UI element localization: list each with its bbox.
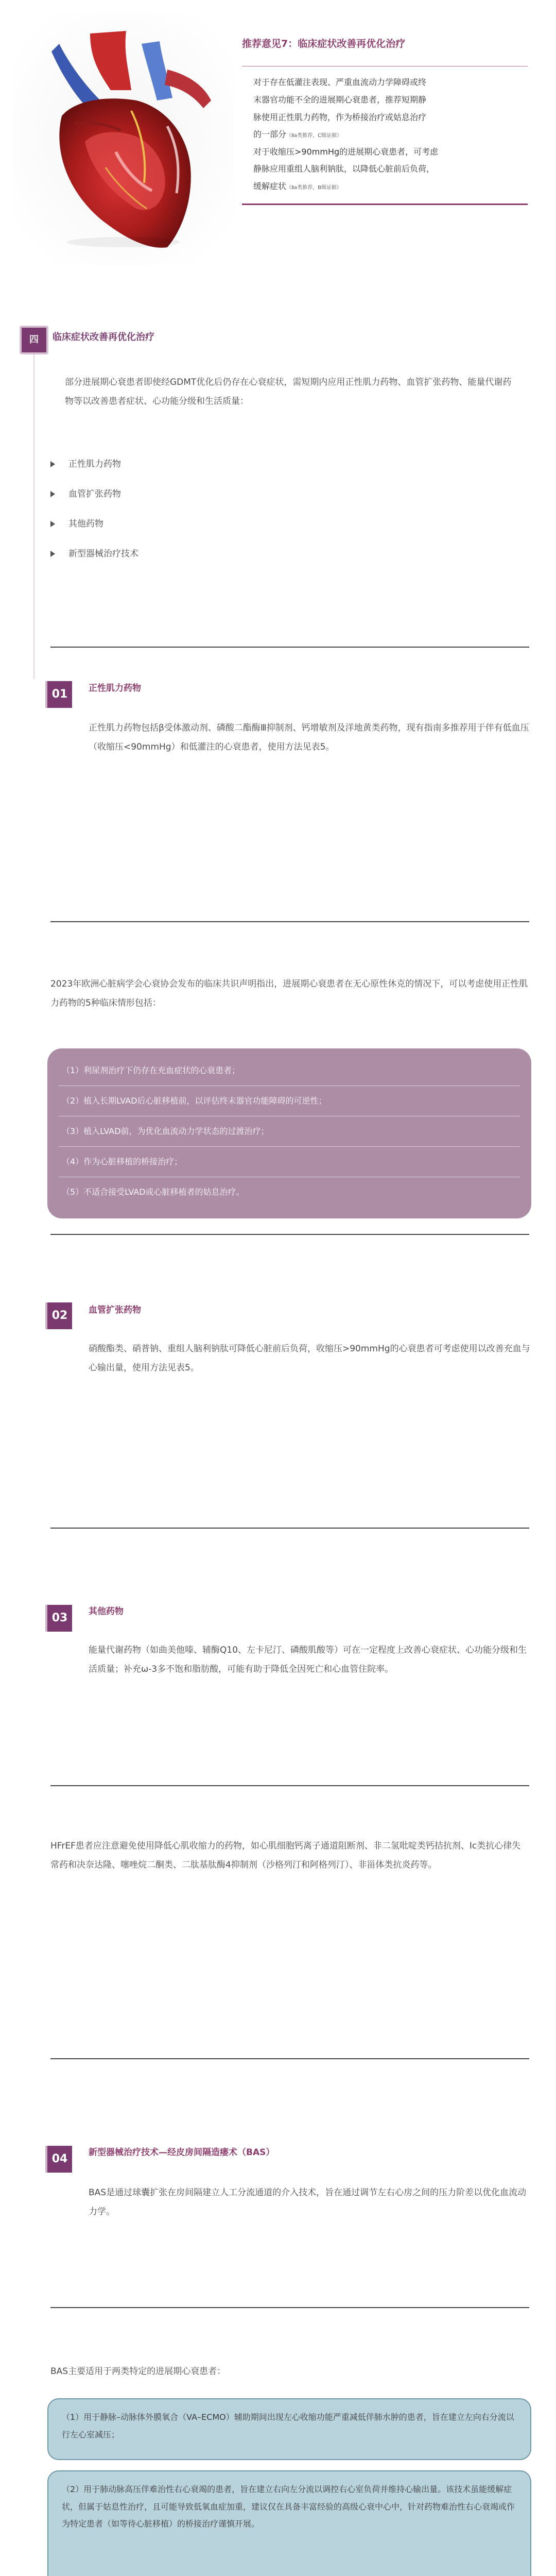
list-item: 血管扩张药物 xyxy=(50,479,138,509)
divider xyxy=(242,204,528,205)
hero xyxy=(0,0,556,270)
hfref-paragraph: HFrEF患者应注意避免使用降低心肌收缩力的药物，如心肌细胞钙离子通道阻断剂、非二氢吡啶类钙拮抗剂、Ⅰc类抗心律失常药和决奈达隆、噻唑烷二酮类、二肽基肽酶4抑制剂（沙格列汀和阿格列汀）、非甾体类抗炎药等。 xyxy=(50,1841,521,1870)
block-number: 04 xyxy=(45,2146,72,2173)
list-item: （5）不适合接受LVAD或心脏移植者的姑息治疗。 xyxy=(62,1187,245,1197)
divider xyxy=(50,2307,529,2308)
triangle-bullet-icon xyxy=(50,461,55,467)
list-item: 新型器械治疗技术 xyxy=(50,539,138,569)
block-title: 正性肌力药物 xyxy=(89,683,141,693)
list-item: （4）作为心脏移植的桥接治疗； xyxy=(62,1157,183,1166)
divider xyxy=(50,1785,529,1786)
divider xyxy=(50,1234,529,1235)
list-item: （1）利尿剂治疗下仍存在充血症状的心衰患者； xyxy=(62,1065,240,1075)
evidence-note: （Ⅱa类推荐，C级证据） xyxy=(286,133,342,139)
rec-line: 缓解症状（Ⅱa类推荐，B级证据） xyxy=(253,181,342,191)
recommendation-body xyxy=(242,74,528,195)
triangle-bullet-icon xyxy=(50,551,55,557)
list-item: 正性肌力药物 xyxy=(50,449,138,479)
block-number: 02 xyxy=(45,1302,72,1329)
divider xyxy=(50,2058,529,2059)
block-body: BAS是通过球囊扩张在房间隔建立人工分流通道的介入技术，旨在通过调节左右心房之间的压力阶差以优化血流动力学。 xyxy=(89,2188,527,2217)
bas-item-box: （2）用于肺动脉高压伴难治性右心衰竭的患者，旨在建立右向左分流以调控右心室负荷并维持心输出量。该技术虽能缓解症状，但属于姑息性治疗，且可能导致低氧血症加重，建议仅在具备丰富经验的高级心衰中心中，针对药物难治性右心衰竭或作为特定患者（如等待心脏移植）的桥接治疗谨慎开展。 xyxy=(47,2470,531,2576)
triangle-bullet-icon xyxy=(50,521,55,527)
rec-line: 静脉应用重组人脑利钠肽，以降低心脏前后负荷， xyxy=(253,164,435,174)
rec-line: 对于存在低灌注表现、严重血流动力学障碍或终 xyxy=(253,77,427,88)
rec-line: 对于收缩压>90mmHg的进展期心衰患者，可考虑 xyxy=(253,146,439,157)
bas-paragraph: BAS主要适用于两类特定的进展期心衰患者： xyxy=(50,2366,226,2377)
list-item: 其他药物 xyxy=(50,509,138,539)
rec-line: 末器官功能不全的进展期心衰患者，推荐短期静 xyxy=(253,94,427,105)
block-title: 其他药物 xyxy=(89,1606,124,1617)
esc-scenarios-box xyxy=(47,1048,531,1218)
section-intro: 部分进展期心衰患者即使经GDMT优化后仍存在心衰症状，需短期内应用正性肌力药物、血管扩张药物、能量代谢药物等以改善患者症状、心功能分级和生活质量： xyxy=(65,377,512,406)
section-badge: 四 xyxy=(20,326,48,354)
esc-paragraph: 2023年欧洲心脏病学会心衰协会发布的临床共识声明指出，进展期心衰患者在无心原性休克的情况下，可以考虑使用正性肌力药物的5种临床情形包括： xyxy=(50,979,528,1008)
divider xyxy=(50,921,529,922)
block-body: 能量代谢药物（如曲美他嗪、辅酶Q10、左卡尼汀、磷酸肌酸等）可在一定程度上改善心衰症状、心功能分级和生活质量；补充ω-3多不饱和脂肪酸，可能有助于降低全因死亡和心血管住院率。 xyxy=(89,1645,527,1674)
divider xyxy=(50,1528,529,1529)
list-item: （2）植入长期LVAD后心脏移植前，以评估终末器官功能障碍的可逆性； xyxy=(62,1096,327,1106)
block-number: 03 xyxy=(45,1605,72,1632)
recommendation-title: 推荐意见7：临床症状改善再优化治疗 xyxy=(242,38,406,49)
bas-item-box: （1）用于静脉–动脉体外膜氧合（VA–ECMO）辅助期间出现左心收缩功能严重减低伴肺水肿的患者，旨在建立左向右分流以行左心室减压； xyxy=(47,2398,531,2460)
section-title: 临床症状改善再优化治疗 xyxy=(53,332,154,343)
divider xyxy=(33,354,34,679)
divider xyxy=(50,647,529,648)
evidence-note: （Ⅱa类推荐，B级证据） xyxy=(286,184,342,191)
rec-line: 的一部分（Ⅱa类推荐，C级证据） xyxy=(253,129,342,140)
recommendation-card xyxy=(242,36,528,205)
block-body: 正性肌力药物包括β受体激动剂、磷酸二酯酶Ⅲ抑制剂、钙增敏剂及洋地黄类药物，现有指南多推荐用于伴有低血压（收缩压<90mmHg）和低灌注的心衰患者，使用方法见表5。 xyxy=(89,723,529,752)
block-body: 硝酸酯类、硝普钠、重组人脑利钠肽可降低心脏前后负荷，收缩压>90mmHg的心衰患者可考虑使用以改善充血与心输出量，使用方法见表5。 xyxy=(89,1344,530,1373)
heart-illustration xyxy=(13,13,234,265)
bullet-list xyxy=(50,449,138,569)
block-number: 01 xyxy=(45,681,72,708)
list-item: （3）植入LVAD前，为优化血流动力学状态的过渡治疗； xyxy=(62,1126,269,1136)
block-title: 新型器械治疗技术—经皮房间隔造瘘术（BAS） xyxy=(89,2147,275,2158)
rec-line: 脉使用正性肌力药物，作为桥接治疗或姑息治疗 xyxy=(253,112,427,122)
triangle-bullet-icon xyxy=(50,491,55,497)
block-title: 血管扩张药物 xyxy=(89,1305,141,1315)
